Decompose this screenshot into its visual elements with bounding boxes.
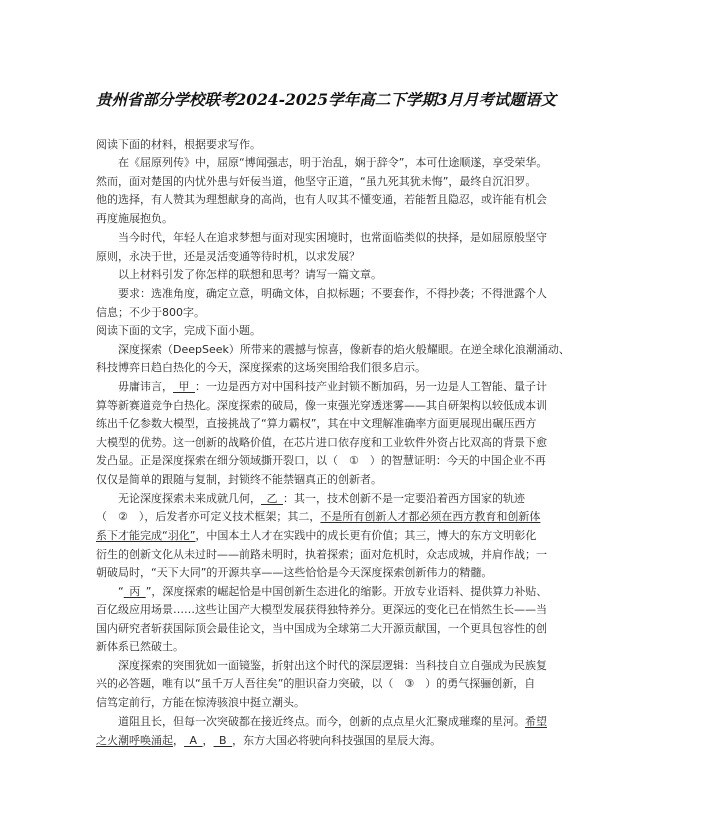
fill-blank: 甲	[173, 380, 195, 393]
text-line: 百亿级应用场景……这些让国产大模型发展获得独特养分。更深远的变化已在悄然生长——当	[96, 603, 547, 616]
text-line: 再度施展抱负。	[96, 212, 173, 225]
text-line: 当今时代，年轻人在追求梦想与面对现实困境时，也常面临类似的抉择，是如屈原般坚守	[118, 231, 547, 244]
underlined-phrase: 希望	[525, 715, 547, 728]
text-line: 朝破局时，“天下大同”的开源共享——这些恰恰是今天深度探索创新伟力的精髓。	[96, 566, 493, 579]
text-line: 衍生的创新文化从未过时——前路未明时，执着探索；面对危机时，众志成城，并肩作战；一	[96, 548, 547, 561]
text-line: 深度探索（DeepSeek）所带来的震撼与惊喜，像新春的焰火般耀眼。在逆全球化浪潮涌动、	[118, 343, 570, 356]
underlined-phrase: 不是所有创新人才都必须在西方教育和创新体	[320, 510, 541, 523]
text-line: 阅读下面的材料，根据要求写作。	[96, 138, 261, 151]
text-line: 阅读下面的文字，完成下面小题。	[96, 324, 261, 337]
text-line: （ ② ），后发者亦可定义技术框架；其二，不是所有创新人才都必须在西方教育和创新体	[96, 510, 541, 523]
underlined-phrase: 系下才能完成“羽化”	[96, 529, 196, 542]
text-line: 系下才能完成“羽化”，中国本土人才在实践中的成长更有价值；其三，博大的东方文明彰化	[96, 529, 537, 542]
underlined-phrase: 之火潮呼唤涌起	[96, 734, 173, 747]
fill-blank: A	[184, 734, 203, 747]
text-line: 信息；不少于800字。	[96, 306, 205, 319]
text-line: 发凸显。正是深度探索在细分领域撕开裂口，以（ ① ）的智慧证明：今天的中国企业不再	[96, 454, 546, 467]
fill-blank: B	[213, 734, 233, 747]
document-title: 贵州省部分学校联考2024-2025学年高二下学期3月月考试题语文	[96, 90, 556, 109]
text-line: 无论深度探索未来成就几何， 乙 ：其一，技术创新不是一定要沿着西方国家的轨迹	[118, 492, 525, 505]
text-line: 仅仅是简单的跟随与复制，封锁终不能禁锢真正的创新者。	[96, 473, 382, 486]
text-line: 毋庸讳言， 甲 ：一边是西方对中国科技产业封锁不断加码，另一边是人工智能、量子计	[118, 380, 547, 393]
text-line: 以上材料引发了你怎样的联想和思考？请写一篇文章。	[118, 268, 382, 281]
text-line: 之火潮呼唤涌起， A ， B ，东方大国必将驶向科技强国的星辰大海。	[96, 734, 442, 747]
text-line: 国内研究者斩获国际顶会最佳论文，当中国成为全球第二大开源贡献国，一个更具包容性的创	[96, 622, 547, 635]
fill-blank: 乙	[261, 492, 283, 505]
text-line: 道阻且长，但每一次突破都在接近终点。而今，创新的点点星火汇聚成璀璨的星河。希望	[118, 715, 547, 728]
fill-blank: 丙	[123, 585, 146, 598]
text-line: 新体系已然破土。	[96, 640, 184, 653]
text-line: 要求：选准角度，确定立意，明确文体，自拟标题；不要套作，不得抄袭；不得泄露个人	[118, 287, 547, 300]
text-line: 兴的必答题，唯有以“虽千万人吾往矣”的胆识奋力突破，以（ ③ ）的勇气探骊创新，自	[96, 677, 536, 690]
text-line: 大模型的优势。这一创新的战略价值，在芯片进口依存度和工业软件外资占比双高的背景下愈	[96, 436, 547, 449]
text-line: 深度探索的突围犹如一面镜鉴，折射出这个时代的深层逻辑：当科技自立自强成为民族复	[118, 659, 547, 672]
text-line: “ 丙 ”，深度探索的崛起恰是中国创新生态进化的缩影。开放专业语料、提供算力补贴、	[118, 585, 548, 598]
text-line: 他的选择，有人赞其为理想献身的高尚，也有人叹其不懂变通，若能暂且隐忍，或许能有机会	[96, 193, 547, 206]
text-line: 然而，面对楚国的内忧外患与奸佞当道，他坚守正道，“虽九死其犹未悔”，最终自沉汨罗。	[96, 175, 537, 188]
text-line: 练出千亿参数大模型，直接挑战了“算力霸权”，其在中文理解准确率方面更展现出碾压西方	[96, 417, 537, 430]
text-line: 算等新赛道竞争白热化。深度探索的破局，像一束强光穿透迷雾——其自研架构以较低成本训	[96, 399, 547, 412]
text-line: 科技博弈日趋白热化的今天，深度探索的这场突围给我们很多启示。	[96, 361, 426, 374]
text-line: 在《屈原列传》中，屈原“博闻强志，明于治乱，娴于辞令”，本可仕途顺遂，享受荣华。	[118, 156, 548, 169]
text-line: 原则，永决于世，还是灵活变通等待时机，以求发展？	[96, 250, 360, 263]
text-line: 信笃定前行，方能在惊涛骇浪中挺立潮头。	[96, 696, 305, 709]
